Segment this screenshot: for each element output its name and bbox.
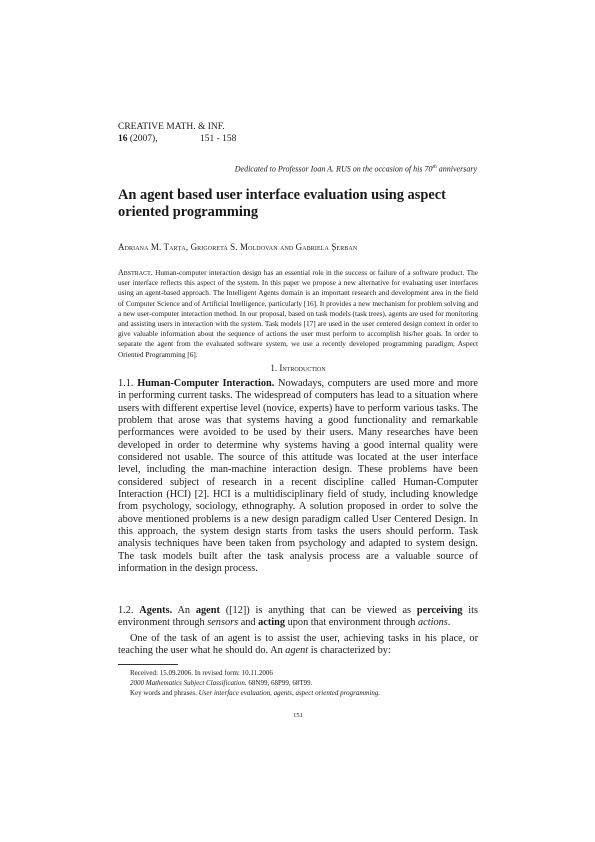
abstract-text: Human-computer interaction design has an essential role in the success or failure of a software product. The user interface reflects this aspect of the system. In this paper we propose a new alternative for evaluating user interfaces using an agent-based approach. The Intelligent Agents domain is an important research and development area in the field of Computer Science and of Artificial Intelligence, particularly [16]. It provides a new mechanism for problem solving and a new user-computer interaction method. In our proposal, based on task models (task trees), agents are used for monitoring and assisting users in interaction with the system. Task models [17] are used in the user centered design context in order to give valuable information about the sequence of actions the user must perform to accomplish his/her goals. In order to separate the agent from the evaluated software system, we use a recently developed programming paradigm, Aspect Oriented Programming [6]. [118,268,478,359]
text-run: An [177,605,196,616]
text-run: ([12]) is anything that can be viewed as [219,605,417,616]
author-1: Adriana M. Tarța [118,242,186,252]
subsection-number: 1.2. [118,605,134,616]
paragraph-agents [118,605,478,630]
text-run: its environment through [118,605,478,629]
subsection-title: Agents. [139,605,173,616]
subsection-number: 1.1. [118,378,134,389]
author-separator: , [185,242,191,252]
journal-pages: 151 - 158 [200,134,237,144]
footnotes [130,668,380,699]
page-number: 151 [293,712,303,719]
dedication [118,164,477,174]
journal-year: (2007), [129,134,158,144]
term-actions: actions [418,617,448,629]
abstract [118,268,478,360]
section-heading [118,363,478,373]
author-3: Gabriela Șerban [295,242,358,252]
journal-volume: 16 [118,134,128,144]
term-perceiving: perceiving [416,605,463,616]
text-run: and [238,617,259,629]
text-run: . [447,617,451,629]
paper-title: An agent based user interface evaluation using aspect oriented programming [118,187,446,220]
footnote-msc-label: 2000 Mathematics Subject Classification. [130,679,247,688]
author-separator: and [277,242,296,252]
footnote-keywords-label: Key words and phrases. [130,689,197,698]
footnote-msc-value: 68N99, 68P99, 68T99. [246,679,313,688]
journal-volume-line [118,133,237,145]
dedication-text: Dedicated to Professor Ioan A. RUS on the occasion of his 70 [234,164,433,174]
subsection-title: Human-Computer Interaction. [137,378,275,389]
footnote-keywords [130,688,380,698]
paragraph-hci [118,378,478,576]
term-sensors: sensors [207,617,239,629]
author-2: Grigoreta S. Moldovan [190,242,278,252]
section-number: 1. [270,363,278,373]
text-run: One of the task of an agent is to assist the user, achieving tasks in his place, or teaching the user what he should do. An [118,633,478,657]
term-acting: acting [258,617,286,629]
footnote-rule [118,664,178,665]
footnote-msc [130,678,380,688]
paragraph-text: Nowadays, computers are used more and more in performing current tasks. The widespread of computers has lead to a situation where users with different expertise level (novice, experts) have to perform various tasks. The problem that arose was that systems having a good functionality and remarkable performances were avoided to be used by their users. Many researches have been developed in order to determine why systems having a good internal quality were considered not usable. The source of this attitude was located at the user interface level, including the man-machine interaction design. These problems have been considered subject of research in a recent discipline called Human-Computer Interaction (HCI) [2]. HCI is a multidisciplinary field of study, including knowledge from psychology, sociology, ethnography. A solution proposed in order to solve the above mentioned problems is a new design paradigm called User Centered Design. In this approach, the system design starts from tasks the users should perform. Task analysis techniques have been taken from psychology and adapted to system design. The task models built after the task analysis process are a valuable source of information in the design process. [118,378,478,575]
dedication-superscript: th [432,164,437,170]
section-title: Introduction [279,363,326,373]
author-list [118,242,478,252]
footnote-keywords-value: User interface evaluation, agents, aspect oriented programming. [196,689,381,698]
text-run: upon that environment through [285,617,419,629]
paragraph-agent-task [118,633,478,658]
text-run: is characterized by: [308,645,391,657]
term-agent-italic: agent [285,645,309,657]
abstract-label: Abstract. [118,268,153,277]
dedication-tail: anniversary [436,164,477,174]
footnote-received: Received: 15.09.2006. In revised form: 10.11.2006 [130,669,273,677]
journal-name: CREATIVE MATH. & INF. [118,122,225,132]
term-agent: agent [195,605,220,616]
journal-header [118,121,237,145]
